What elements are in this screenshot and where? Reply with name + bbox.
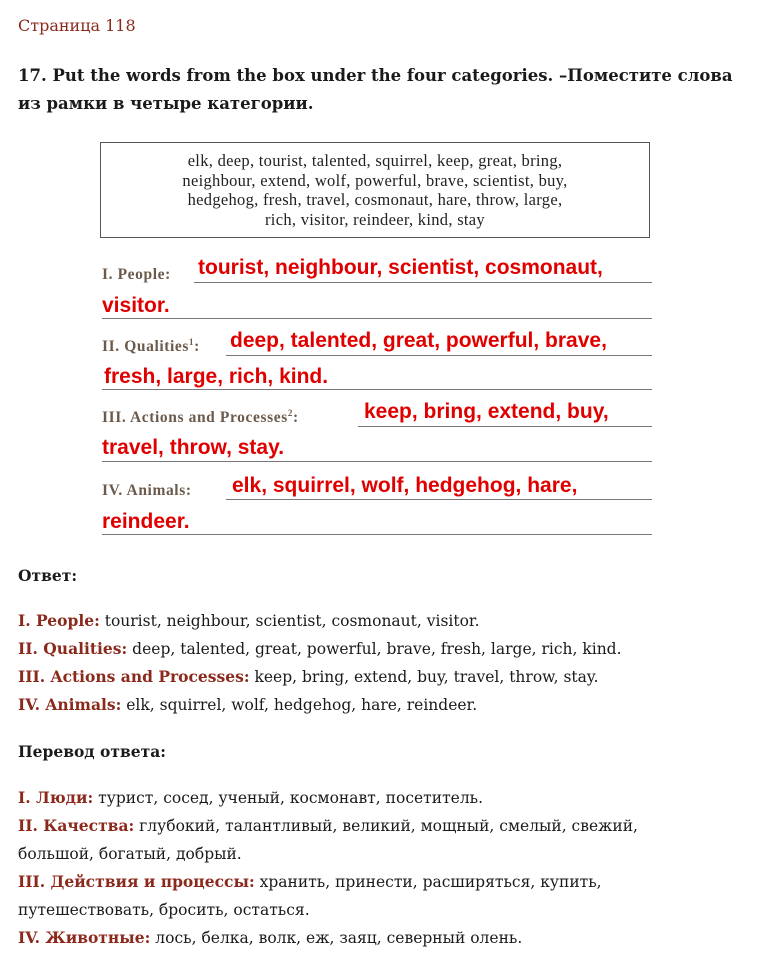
- word-box-line: neighbour, extend, wolf, powerful, brave, scientist, buy,: [182, 170, 568, 190]
- textbook-image: [100, 142, 660, 542]
- underline: [226, 499, 652, 500]
- answer-line: keep, bring, extend, buy,: [364, 400, 609, 423]
- underline: [226, 355, 652, 356]
- underline: [102, 389, 652, 390]
- underline: [102, 318, 652, 319]
- answer-row: I. People: tourist, neighbour, scientist, cosmonaut, visitor.: [18, 611, 480, 630]
- answer-line: fresh, large, rich, kind.: [104, 365, 329, 388]
- answer-line: tourist, neighbour, scientist, cosmonaut,: [198, 256, 603, 279]
- underline: [102, 461, 652, 462]
- page-label: Страница 118: [18, 16, 136, 35]
- translation-row: IV. Животные: лось, белка, волк, еж, заяц, северный олень.: [18, 928, 523, 947]
- word-box-line: elk, deep, tourist, talented, squirrel, keep, great, bring,: [187, 151, 563, 170]
- answer-line: deep, talented, great, powerful, brave,: [230, 329, 607, 352]
- category-label: II. Qualities$^1$:: [102, 337, 200, 356]
- underline: [102, 534, 652, 535]
- category-label: I. People:: [102, 266, 171, 283]
- answer-line: visitor.: [102, 294, 170, 317]
- answer-list: [18, 607, 748, 719]
- answer-title: Ответ:: [18, 566, 78, 585]
- category-label: III. Actions and Processes$^2$:: [102, 408, 299, 427]
- answer-row: III. Actions and Processes: keep, bring, extend, buy, travel, throw, stay.: [18, 667, 599, 686]
- answer-line: travel, throw, stay.: [102, 436, 285, 459]
- word-box-line: hedgehog, fresh, travel, cosmonaut, hare, throw, large,: [187, 190, 563, 209]
- word-box: [100, 142, 650, 238]
- answer-line: elk, squirrel, wolf, hedgehog, hare,: [232, 474, 578, 497]
- answer-row: II. Qualities: deep, talented, great, powerful, brave, fresh, large, rich, kind.: [18, 639, 622, 658]
- translation-row: I. Люди: турист, сосед, ученый, космонавт, посетитель.: [18, 788, 484, 807]
- translation-list: [18, 784, 668, 952]
- translation-row: II. Качества: глубокий, талантливый, великий, мощный, смелый, свежий, большой, богатый, добрый.: [18, 816, 638, 863]
- category-label: IV. Animals:: [102, 482, 192, 499]
- translation-title: Перевод ответа:: [18, 742, 166, 761]
- translation-row: III. Действия и процессы: хранить, принести, расширяться, купить, путешествовать, бросить, остаться.: [18, 872, 602, 919]
- underline: [194, 282, 652, 283]
- answer-line: reindeer.: [102, 510, 190, 533]
- underline: [358, 426, 652, 427]
- word-box-line: rich, visitor, reindeer, kind, stay: [265, 209, 485, 229]
- task-heading: 17. Put the words from the box under the four categories. –Поместите слова из рамки в четыре категории.: [18, 66, 733, 113]
- answer-row: IV. Animals: elk, squirrel, wolf, hedgehog, hare, reindeer.: [18, 695, 478, 714]
